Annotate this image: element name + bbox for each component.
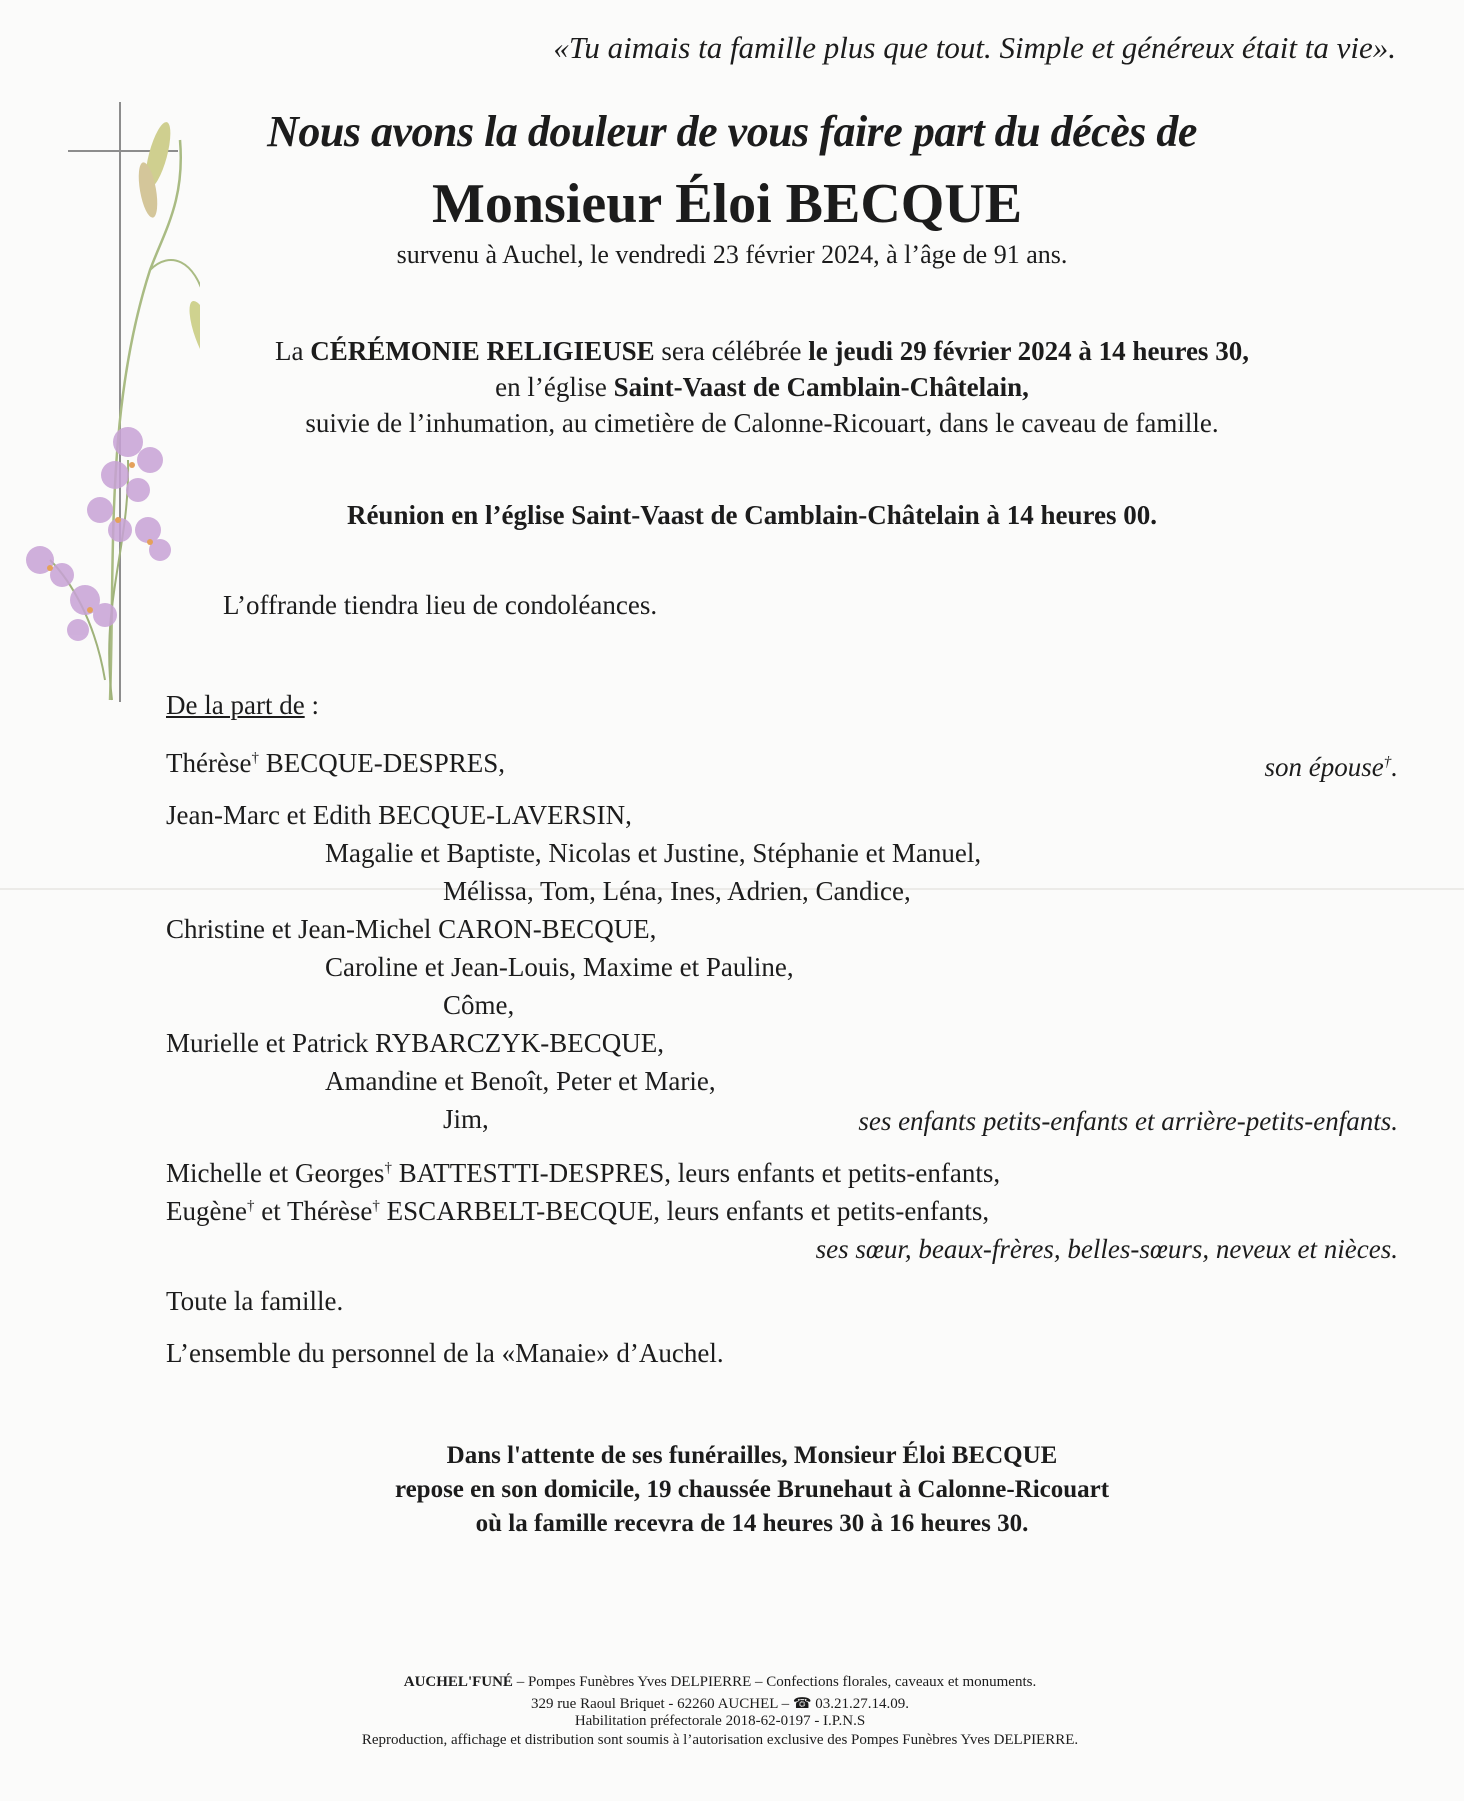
ceremony-church: Saint-Vaast de Camblain-Châtelain, (613, 372, 1029, 402)
footer-license: Habilitation préfectorale 2018-62-0197 - I.P.N.S (574, 1713, 866, 1729)
siblings-role: ses sœur, beaux-frères, belles-sœurs, neveux et nièces. (815, 1234, 1398, 1264)
sibling-name: et Thérèse (254, 1196, 373, 1226)
death-details: survenu à Auchel, le vendredi 23 février 2024, à l’âge de 91 ans. (396, 240, 1068, 269)
whole-family: Toute la famille. (166, 1286, 344, 1316)
great-grandchildren-3: Jim, (443, 1104, 489, 1134)
child-2: Christine et Jean-Michel CARON-BECQUE, (166, 914, 657, 944)
announcement-heading: Nous avons la douleur de vous faire part du décès de (267, 107, 1197, 156)
grandchildren-2: Caroline et Jean-Louis, Maxime et Pauline, (325, 952, 794, 982)
footer-reproduction: Reproduction, affichage et distribution sont soumis à l’autorisation exclusive des Pompes Funèbres Yves DELPIERRE. (361, 1732, 1079, 1748)
opening-quote: «Tu aimais ta famille plus que tout. Simple et généreux était ta vie». (553, 30, 1396, 65)
dagger-mark: † (251, 750, 259, 766)
spouse-role-text: son épouse (1264, 752, 1384, 782)
ceremony-line-3: suivie de l’inhumation, au cimetière de Calonne-Ricouart, dans le caveau de famille. (305, 408, 1219, 438)
funeral-home-name: AUCHEL'FUNÉ (403, 1674, 513, 1690)
great-grandchildren-1: Mélissa, Tom, Léna, Ines, Adrien, Candice, (443, 876, 911, 906)
ceremony-line-2 (0, 372, 1464, 403)
wake-line-3: où la famille recevra de 14 heures 30 à 16 heures 30. (475, 1510, 1029, 1537)
sibling-1 (166, 1158, 1000, 1189)
ceremony-text: La (275, 336, 311, 366)
deceased-name: Monsieur Éloi BECQUE (432, 173, 1023, 235)
spouse-last-name: BECQUE-DESPRES, (258, 748, 505, 778)
sibling-family: ESCARBELT-BECQUE, leurs enfants et petits-enfants, (379, 1196, 990, 1226)
dagger-mark: † (246, 1198, 255, 1214)
from-label (166, 690, 319, 721)
violet-flowers (26, 427, 171, 641)
ceremony-date: le jeudi 29 février 2024 à 14 heures 30, (808, 336, 1249, 366)
funeral-home-services: – Pompes Funèbres Yves DELPIERRE – Confections florales, caveaux et monuments. (512, 1674, 1037, 1690)
spouse-role: son épouse†. (1264, 752, 1398, 782)
from-label-text: De la part de (166, 690, 305, 720)
wake-line-2: repose en son domicile, 19 chaussée Brunehaut à Calonne-Ricouart (394, 1476, 1110, 1503)
sibling-2 (166, 1196, 989, 1227)
ceremony-type: CÉRÉMONIE RELIGIEUSE (310, 336, 655, 366)
staff-line: L’ensemble du personnel de la «Manaie» d’Auchel. (166, 1338, 724, 1368)
child-1: Jean-Marc et Edith BECQUE-LAVERSIN, (166, 800, 632, 830)
footer-line-1 (0, 1674, 1440, 1691)
children-role: ses enfants petits-enfants et arrière-petits-enfants. (858, 1106, 1398, 1136)
wake-line-1: Dans l'attente de ses funérailles, Monsieur Éloi BECQUE (446, 1442, 1058, 1469)
great-grandchildren-2: Côme, (443, 990, 515, 1020)
ceremony-text: sera célébrée (654, 336, 809, 366)
meeting-notice: Réunion en l’église Saint-Vaast de Camblain-Châtelain à 14 heures 00. (346, 500, 1158, 530)
offering-notice: L’offrande tiendra lieu de condoléances. (223, 590, 658, 620)
sibling-family: BATTESTTI-DESPRES, leurs enfants et petits-enfants, (391, 1158, 1001, 1188)
child-3: Murielle et Patrick RYBARCZYK-BECQUE, (166, 1028, 664, 1058)
grandchildren-1: Magalie et Baptiste, Nicolas et Justine, Stéphanie et Manuel, (325, 838, 982, 868)
dagger-mark: † (1383, 754, 1392, 770)
sibling-name: Eugène (166, 1196, 247, 1226)
ceremony-line-1 (0, 336, 1464, 367)
dagger-mark: † (384, 1160, 392, 1176)
ceremony-text: en l’église (495, 372, 614, 402)
spouse-first-name: Thérèse (166, 748, 252, 778)
footer-address: 329 rue Raoul Briquet - 62260 AUCHEL – ☎ 03.21.27.14.09. (530, 1696, 910, 1712)
from-label-colon: : (304, 690, 319, 720)
dagger-mark: † (372, 1198, 380, 1214)
sibling-names: Michelle et Georges (166, 1158, 385, 1188)
family-spouse (166, 748, 505, 779)
grandchildren-3: Amandine et Benoît, Peter et Marie, (325, 1066, 716, 1096)
